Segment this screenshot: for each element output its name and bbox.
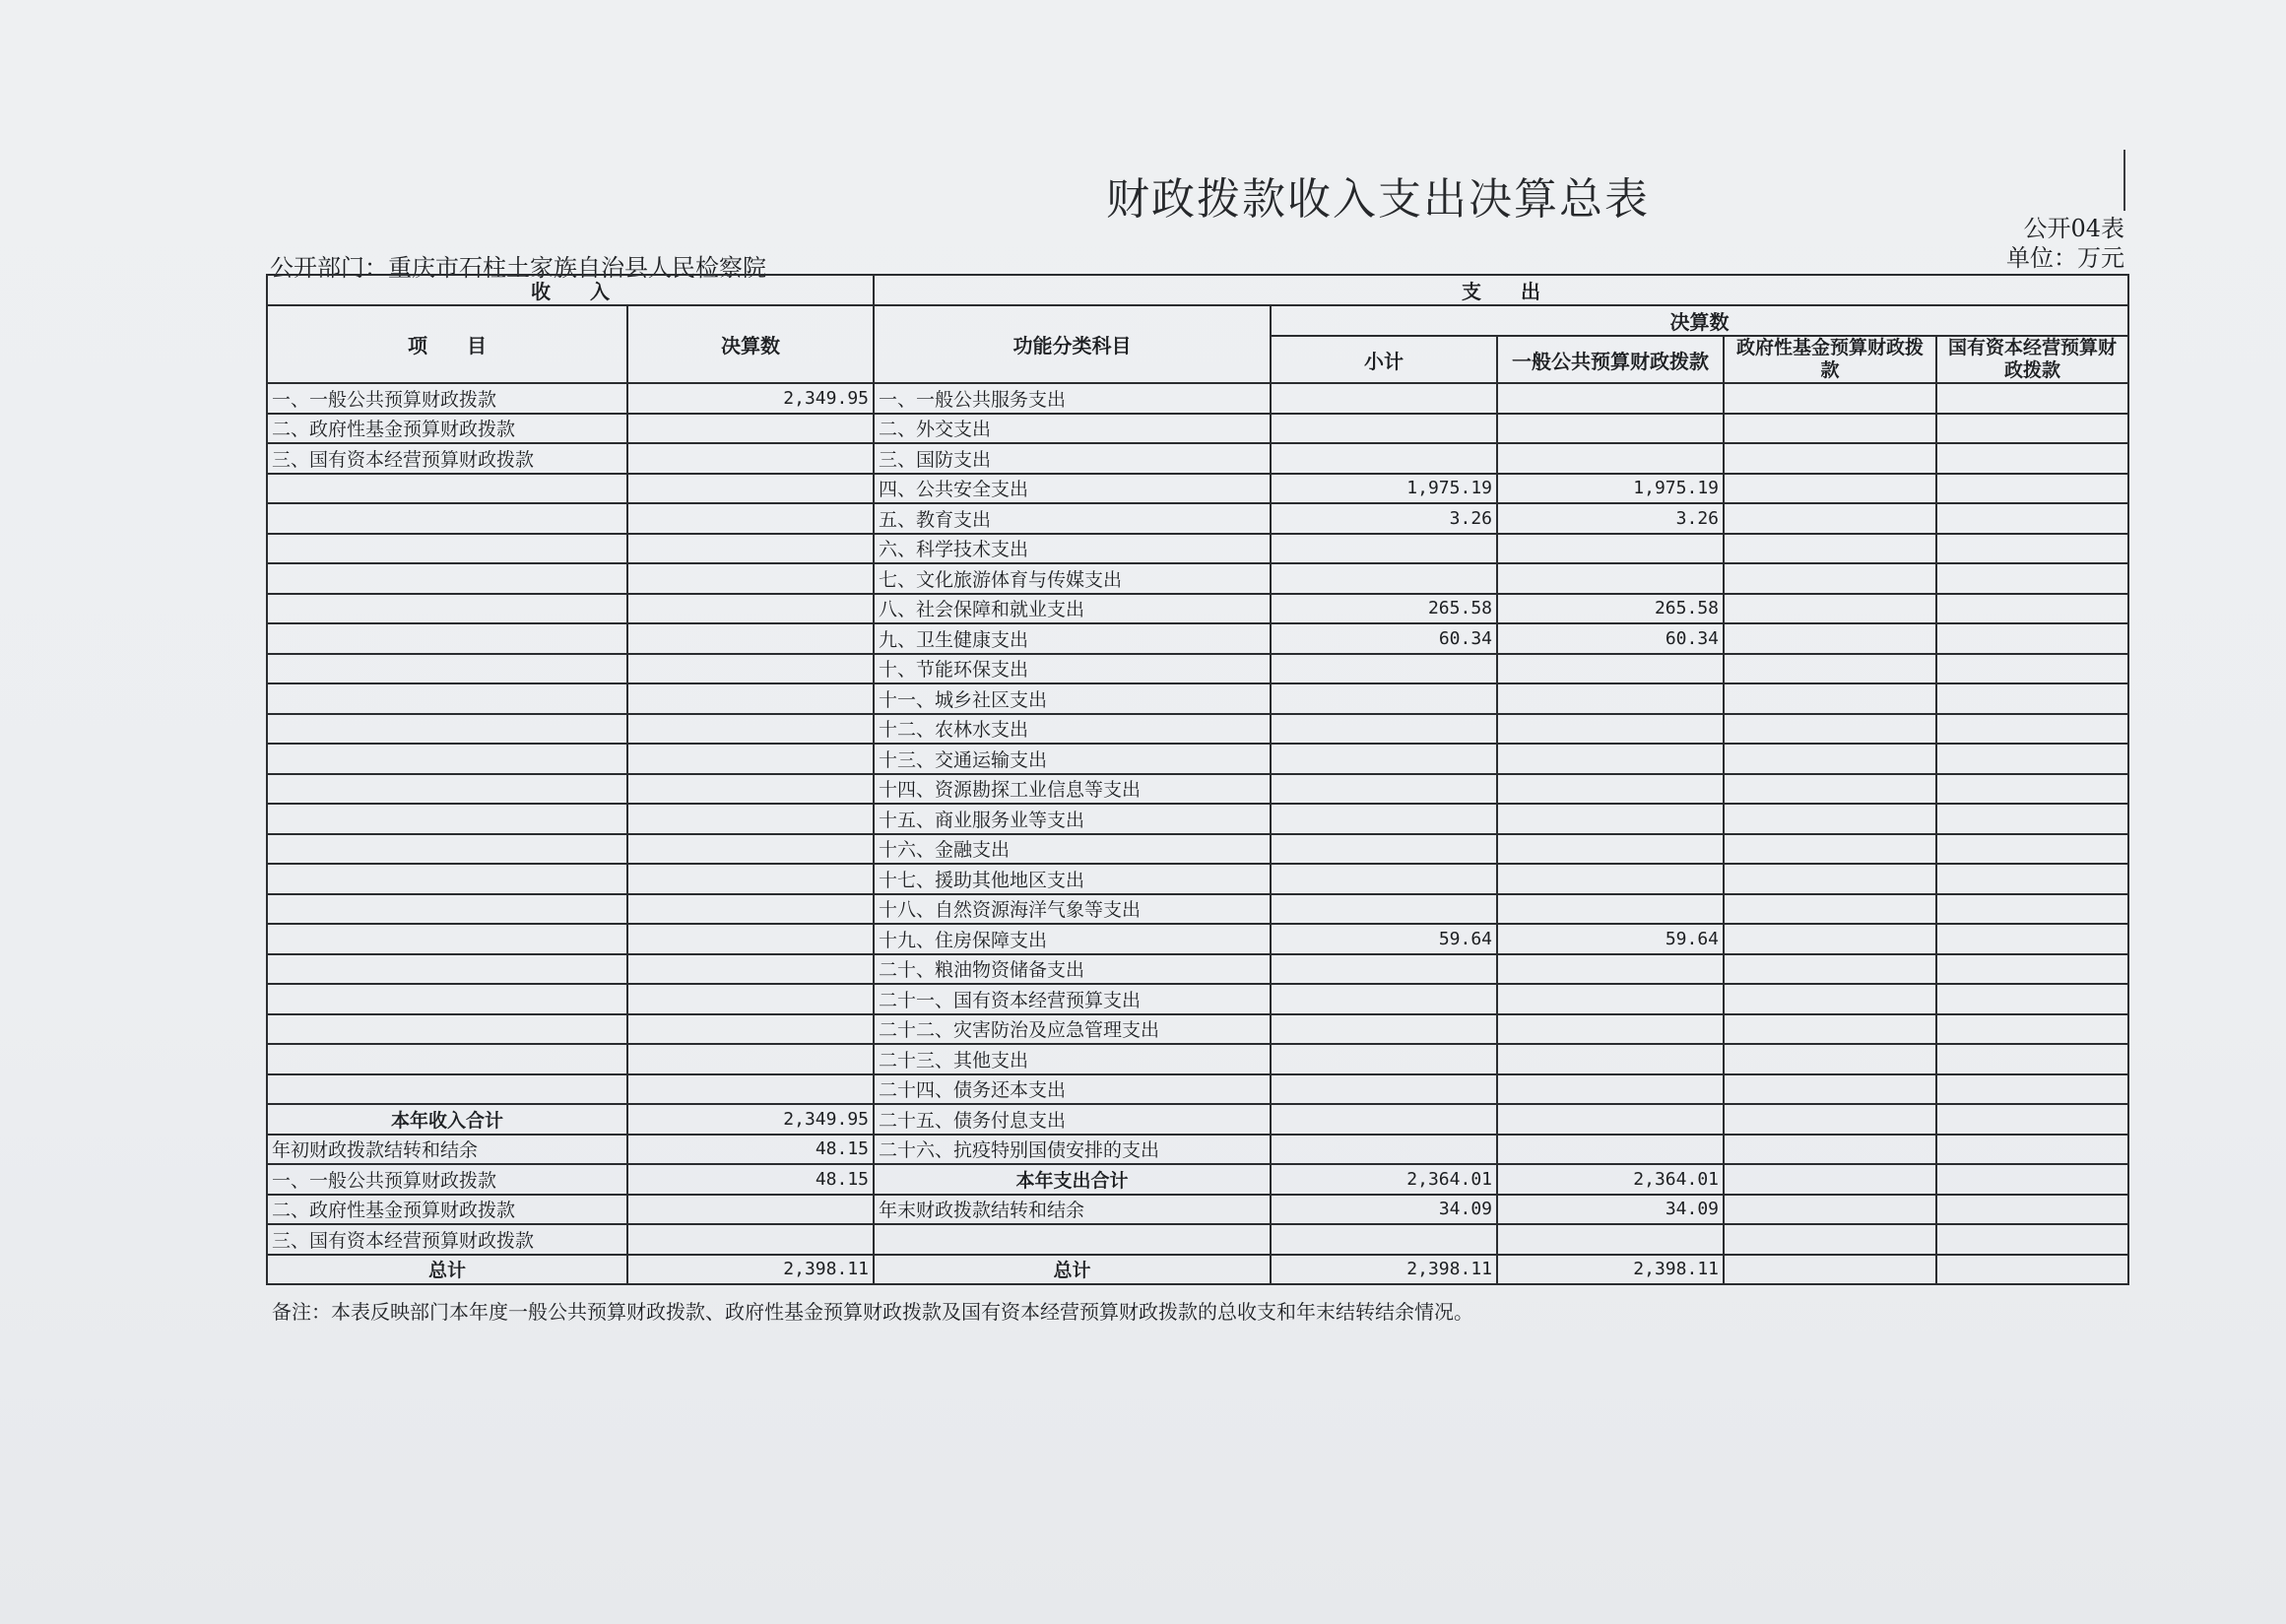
subtotal-cell: 60.34 <box>1271 623 1497 654</box>
state-capital-cell <box>1936 1255 2128 1285</box>
table-row <box>267 984 2128 1014</box>
table-row <box>267 1224 2128 1255</box>
table-row <box>267 1195 2128 1225</box>
gov-fund-cell <box>1724 1135 1936 1165</box>
state-capital-cell <box>1936 623 2128 654</box>
department-label: 公开部门：重庆市石柱土家族自治县人民检察院 <box>270 254 766 282</box>
subtotal-header: 小计 <box>1271 336 1497 383</box>
state-capital-cell <box>1936 714 2128 745</box>
income-item-cell <box>267 864 627 894</box>
general-budget-cell <box>1497 1104 1724 1135</box>
subtotal-cell <box>1271 683 1497 714</box>
state-capital-cell <box>1936 1224 2128 1255</box>
expense-item-cell: 二、外交支出 <box>874 414 1271 444</box>
income-amount-cell <box>627 984 874 1014</box>
table-row <box>267 1014 2128 1045</box>
income-item-cell <box>267 744 627 774</box>
income-amount-header: 决算数 <box>627 305 874 383</box>
gov-fund-cell <box>1724 534 1936 564</box>
general-budget-cell <box>1497 683 1724 714</box>
income-item-cell <box>267 474 627 504</box>
expense-item-cell: 二十二、灾害防治及应急管理支出 <box>874 1014 1271 1045</box>
general-budget-cell <box>1497 563 1724 594</box>
income-amount-cell: 2,349.95 <box>627 383 874 414</box>
general-budget-cell <box>1497 804 1724 834</box>
gov-fund-cell <box>1724 1014 1936 1045</box>
state-capital-cell <box>1936 984 2128 1014</box>
state-capital-cell <box>1936 563 2128 594</box>
gov-fund-cell <box>1724 894 1936 925</box>
expense-item-cell: 二十四、债务还本支出 <box>874 1074 1271 1105</box>
expense-item-cell: 五、教育支出 <box>874 503 1271 534</box>
table-row <box>267 383 2128 414</box>
income-item-cell <box>267 714 627 745</box>
income-item-cell: 本年收入合计 <box>267 1104 627 1135</box>
table-row <box>267 443 2128 474</box>
income-item-cell <box>267 834 627 865</box>
expense-item-cell: 十九、住房保障支出 <box>874 924 1271 954</box>
table-row <box>267 1135 2128 1165</box>
income-amount-cell <box>627 1224 874 1255</box>
state-capital-cell <box>1936 1014 2128 1045</box>
income-amount-cell <box>627 503 874 534</box>
state-capital-cell <box>1936 443 2128 474</box>
expense-item-cell: 年末财政拨款结转和结余 <box>874 1195 1271 1225</box>
gov-fund-cell <box>1724 1164 1936 1195</box>
income-amount-cell <box>627 834 874 865</box>
income-item-cell <box>267 894 627 925</box>
income-item-cell <box>267 774 627 805</box>
income-item-cell: 一、一般公共预算财政拨款 <box>267 383 627 414</box>
expense-item-cell: 二十三、其他支出 <box>874 1044 1271 1074</box>
general-budget-cell <box>1497 1074 1724 1105</box>
income-item-cell <box>267 984 627 1014</box>
gov-fund-cell <box>1724 804 1936 834</box>
footnote: 备注：本表反映部门本年度一般公共预算财政拨款、政府性基金预算财政拨款及国有资本经营预算财政拨款的总收支和年末结转结余情况。 <box>272 1300 1473 1324</box>
subtotal-cell <box>1271 383 1497 414</box>
subtotal-cell <box>1271 894 1497 925</box>
expense-item-cell: 本年支出合计 <box>874 1164 1271 1195</box>
income-amount-cell <box>627 744 874 774</box>
expense-item-cell: 十、节能环保支出 <box>874 654 1271 684</box>
income-item-cell <box>267 954 627 985</box>
income-item-cell: 一、一般公共预算财政拨款 <box>267 1164 627 1195</box>
gov-fund-cell <box>1724 683 1936 714</box>
state-capital-cell <box>1936 683 2128 714</box>
income-amount-cell <box>627 1044 874 1074</box>
subtotal-cell <box>1271 534 1497 564</box>
subtotal-cell <box>1271 984 1497 1014</box>
state-capital-cell <box>1936 1074 2128 1105</box>
general-budget-cell <box>1497 414 1724 444</box>
subtotal-cell <box>1271 774 1497 805</box>
general-budget-cell <box>1497 984 1724 1014</box>
item-header: 项 目 <box>267 305 627 383</box>
state-capital-cell <box>1936 954 2128 985</box>
income-amount-cell: 48.15 <box>627 1164 874 1195</box>
expense-item-cell: 九、卫生健康支出 <box>874 623 1271 654</box>
general-budget-cell: 60.34 <box>1497 623 1724 654</box>
gov-fund-cell <box>1724 1255 1936 1285</box>
expense-item-cell: 十六、金融支出 <box>874 834 1271 865</box>
state-capital-cell <box>1936 924 2128 954</box>
table-row <box>267 1164 2128 1195</box>
subtotal-cell <box>1271 1104 1497 1135</box>
expense-item-cell: 总计 <box>874 1255 1271 1285</box>
income-amount-cell <box>627 623 874 654</box>
gov-fund-cell <box>1724 1195 1936 1225</box>
state-capital-cell <box>1936 594 2128 624</box>
expense-item-cell: 十二、农林水支出 <box>874 714 1271 745</box>
income-item-cell <box>267 654 627 684</box>
state-capital-cell <box>1936 804 2128 834</box>
state-capital-cell <box>1936 1195 2128 1225</box>
table-row <box>267 654 2128 684</box>
gov-fund-cell <box>1724 474 1936 504</box>
expense-item-cell: 二十、粮油物资储备支出 <box>874 954 1271 985</box>
income-amount-cell <box>627 474 874 504</box>
general-budget-cell <box>1497 714 1724 745</box>
expense-item-cell: 十三、交通运输支出 <box>874 744 1271 774</box>
general-budget-cell: 3.26 <box>1497 503 1724 534</box>
state-capital-cell <box>1936 474 2128 504</box>
table-row <box>267 503 2128 534</box>
expense-item-cell: 十四、资源勘探工业信息等支出 <box>874 774 1271 805</box>
income-item-cell: 总计 <box>267 1255 627 1285</box>
gov-fund-cell <box>1724 744 1936 774</box>
header-row-2 <box>267 305 2128 336</box>
general-budget-cell: 265.58 <box>1497 594 1724 624</box>
subtotal-cell <box>1271 834 1497 865</box>
income-amount-cell <box>627 414 874 444</box>
general-budget-cell <box>1497 774 1724 805</box>
subtotal-cell <box>1271 744 1497 774</box>
gov-fund-cell <box>1724 1044 1936 1074</box>
subtotal-cell: 2,364.01 <box>1271 1164 1497 1195</box>
general-budget-cell <box>1497 1224 1724 1255</box>
table-row <box>267 594 2128 624</box>
table-row <box>267 744 2128 774</box>
expense-item-cell: 一、一般公共服务支出 <box>874 383 1271 414</box>
income-item-cell <box>267 1074 627 1105</box>
income-item-cell <box>267 1044 627 1074</box>
general-budget-cell: 2,398.11 <box>1497 1255 1724 1285</box>
state-capital-cell <box>1936 1044 2128 1074</box>
subtotal-cell: 34.09 <box>1271 1195 1497 1225</box>
income-amount-cell <box>627 1195 874 1225</box>
subtotal-cell <box>1271 714 1497 745</box>
subtotal-cell: 3.26 <box>1271 503 1497 534</box>
margin-line <box>2123 150 2125 211</box>
state-capital-cell <box>1936 834 2128 865</box>
expense-item-cell: 十七、援助其他地区支出 <box>874 864 1271 894</box>
header-row-1 <box>267 275 2128 305</box>
subtotal-cell <box>1271 954 1497 985</box>
general-budget-cell <box>1497 383 1724 414</box>
subtotal-cell <box>1271 563 1497 594</box>
expense-item-cell <box>874 1224 1271 1255</box>
expense-item-cell: 十八、自然资源海洋气象等支出 <box>874 894 1271 925</box>
general-budget-cell <box>1497 1044 1724 1074</box>
subtotal-cell: 265.58 <box>1271 594 1497 624</box>
income-amount-cell <box>627 864 874 894</box>
subtotal-cell <box>1271 1224 1497 1255</box>
expense-item-cell: 二十五、债务付息支出 <box>874 1104 1271 1135</box>
income-amount-cell <box>627 683 874 714</box>
gov-fund-cell <box>1724 1104 1936 1135</box>
state-capital-cell <box>1936 864 2128 894</box>
general-budget-cell <box>1497 1135 1724 1165</box>
expense-item-cell: 二十六、抗疫特别国债安排的支出 <box>874 1135 1271 1165</box>
expense-item-cell: 二十一、国有资本经营预算支出 <box>874 984 1271 1014</box>
table-row <box>267 1255 2128 1285</box>
gov-fund-cell <box>1724 383 1936 414</box>
expense-header: 支 出 <box>874 275 2128 305</box>
table-row <box>267 1074 2128 1105</box>
state-capital-cell <box>1936 894 2128 925</box>
subtotal-cell: 59.64 <box>1271 924 1497 954</box>
gov-fund-cell <box>1724 623 1936 654</box>
income-item-cell <box>267 804 627 834</box>
general-budget-cell: 2,364.01 <box>1497 1164 1724 1195</box>
income-item-cell <box>267 1014 627 1045</box>
subtotal-cell: 2,398.11 <box>1271 1255 1497 1285</box>
income-item-cell <box>267 534 627 564</box>
income-amount-cell <box>627 804 874 834</box>
state-capital-cell <box>1936 534 2128 564</box>
table-row <box>267 1104 2128 1135</box>
expense-item-cell: 三、国防支出 <box>874 443 1271 474</box>
general-budget-cell <box>1497 894 1724 925</box>
income-item-cell: 二、政府性基金预算财政拨款 <box>267 1195 627 1225</box>
state-capital-header: 国有资本经营预算财政拨款 <box>1936 336 2128 383</box>
subtotal-cell <box>1271 654 1497 684</box>
table-row <box>267 474 2128 504</box>
income-amount-cell <box>627 954 874 985</box>
gov-fund-cell <box>1724 563 1936 594</box>
income-amount-cell <box>627 714 874 745</box>
general-budget-cell <box>1497 534 1724 564</box>
income-amount-cell <box>627 774 874 805</box>
state-capital-cell <box>1936 744 2128 774</box>
subtotal-cell <box>1271 1135 1497 1165</box>
income-amount-cell <box>627 594 874 624</box>
table-row <box>267 924 2128 954</box>
gov-fund-cell <box>1724 443 1936 474</box>
income-item-cell <box>267 594 627 624</box>
income-amount-cell <box>627 924 874 954</box>
subtotal-cell <box>1271 804 1497 834</box>
income-item-cell <box>267 924 627 954</box>
general-budget-cell <box>1497 954 1724 985</box>
gov-fund-cell <box>1724 1224 1936 1255</box>
expense-amount-header: 决算数 <box>1271 305 2128 336</box>
income-amount-cell <box>627 563 874 594</box>
income-item-cell <box>267 623 627 654</box>
gov-fund-cell <box>1724 984 1936 1014</box>
table-row <box>267 414 2128 444</box>
gov-fund-cell <box>1724 774 1936 805</box>
gov-fund-cell <box>1724 654 1936 684</box>
subtotal-cell <box>1271 443 1497 474</box>
expense-item-cell: 十五、商业服务业等支出 <box>874 804 1271 834</box>
gov-fund-cell <box>1724 503 1936 534</box>
expense-item-cell: 七、文化旅游体育与传媒支出 <box>874 563 1271 594</box>
function-class-header: 功能分类科目 <box>874 305 1271 383</box>
state-capital-cell <box>1936 774 2128 805</box>
expense-item-cell: 六、科学技术支出 <box>874 534 1271 564</box>
page-title: 财政拨款收入支出决算总表 <box>1106 174 1650 225</box>
state-capital-cell <box>1936 1164 2128 1195</box>
table-row <box>267 834 2128 865</box>
subtotal-cell <box>1271 1044 1497 1074</box>
income-item-cell: 年初财政拨款结转和结余 <box>267 1135 627 1165</box>
subtotal-cell <box>1271 864 1497 894</box>
general-budget-cell <box>1497 744 1724 774</box>
income-item-cell: 二、政府性基金预算财政拨款 <box>267 414 627 444</box>
table-row <box>267 623 2128 654</box>
expense-item-cell: 四、公共安全支出 <box>874 474 1271 504</box>
general-budget-cell <box>1497 654 1724 684</box>
income-amount-cell <box>627 534 874 564</box>
subtotal-cell <box>1271 1014 1497 1045</box>
table-row <box>267 774 2128 805</box>
table-row <box>267 864 2128 894</box>
state-capital-cell <box>1936 654 2128 684</box>
gov-fund-cell <box>1724 954 1936 985</box>
income-item-cell: 三、国有资本经营预算财政拨款 <box>267 1224 627 1255</box>
table-row <box>267 1044 2128 1074</box>
income-item-cell <box>267 683 627 714</box>
state-capital-cell <box>1936 1104 2128 1135</box>
income-amount-cell: 2,398.11 <box>627 1255 874 1285</box>
general-budget-cell: 34.09 <box>1497 1195 1724 1225</box>
income-amount-cell <box>627 894 874 925</box>
table-row <box>267 804 2128 834</box>
table-row <box>267 563 2128 594</box>
general-budget-cell <box>1497 834 1724 865</box>
gov-fund-cell <box>1724 834 1936 865</box>
general-budget-cell: 1,975.19 <box>1497 474 1724 504</box>
income-amount-cell <box>627 654 874 684</box>
income-header: 收 入 <box>267 275 874 305</box>
income-amount-cell <box>627 1074 874 1105</box>
income-item-cell <box>267 563 627 594</box>
expense-item-cell: 八、社会保障和就业支出 <box>874 594 1271 624</box>
state-capital-cell <box>1936 503 2128 534</box>
form-code: 公开04表 <box>2023 215 2124 242</box>
general-budget-cell <box>1497 1014 1724 1045</box>
state-capital-cell <box>1936 1135 2128 1165</box>
general-budget-cell <box>1497 443 1724 474</box>
income-amount-cell <box>627 443 874 474</box>
income-amount-cell: 48.15 <box>627 1135 874 1165</box>
table-row <box>267 683 2128 714</box>
gov-fund-cell <box>1724 594 1936 624</box>
general-budget-cell: 59.64 <box>1497 924 1724 954</box>
gov-fund-cell <box>1724 414 1936 444</box>
table-row <box>267 954 2128 985</box>
table-row <box>267 894 2128 925</box>
unit-label: 单位：万元 <box>2006 244 2124 272</box>
gov-fund-cell <box>1724 714 1936 745</box>
table-row <box>267 534 2128 564</box>
gov-fund-cell <box>1724 924 1936 954</box>
subtotal-cell <box>1271 1074 1497 1105</box>
state-capital-cell <box>1936 414 2128 444</box>
gov-fund-header: 政府性基金预算财政拨款 <box>1724 336 1936 383</box>
subtotal-cell: 1,975.19 <box>1271 474 1497 504</box>
income-amount-cell <box>627 1014 874 1045</box>
expense-item-cell: 十一、城乡社区支出 <box>874 683 1271 714</box>
budget-table <box>266 274 2129 1285</box>
table-row <box>267 714 2128 745</box>
income-amount-cell: 2,349.95 <box>627 1104 874 1135</box>
subtotal-cell <box>1271 414 1497 444</box>
state-capital-cell <box>1936 383 2128 414</box>
income-item-cell: 三、国有资本经营预算财政拨款 <box>267 443 627 474</box>
general-budget-cell <box>1497 864 1724 894</box>
gov-fund-cell <box>1724 864 1936 894</box>
gov-fund-cell <box>1724 1074 1936 1105</box>
general-budget-header: 一般公共预算财政拨款 <box>1497 336 1724 383</box>
income-item-cell <box>267 503 627 534</box>
